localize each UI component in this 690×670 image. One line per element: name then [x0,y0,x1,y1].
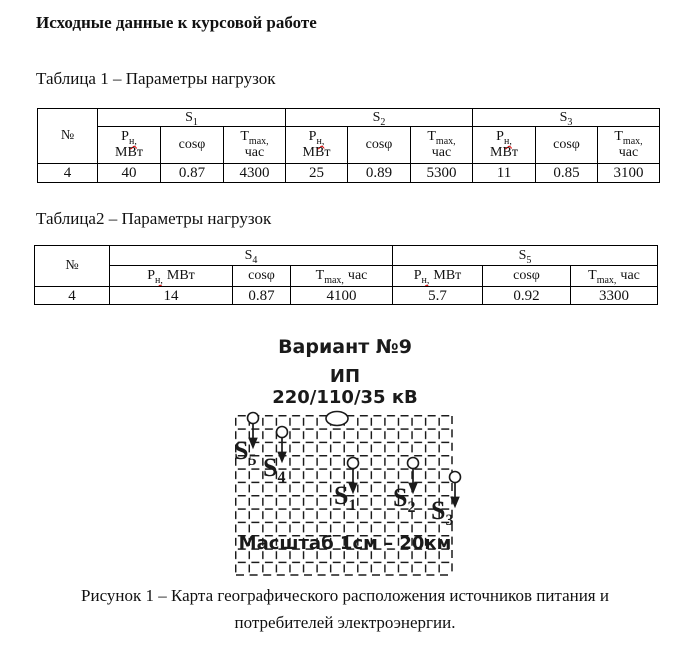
table-row [35,266,658,287]
t2-section-s5: $S_5$ [393,246,658,266]
t1-t1-header: $T_{max,}$ час [224,127,286,164]
t2-value-cell: 0.92 [483,287,571,305]
t2-t5-header: $T_{max,}$ час [571,266,658,287]
node-circle-s5 [248,413,259,424]
t2-section-s4: $S_4$ [110,246,393,266]
t2-value-cell: 0.87 [233,287,291,305]
table-row [38,109,660,127]
t1-value-cell: 4300 [224,164,286,183]
t2-t4-header: $T_{max,}$ час [291,266,393,287]
t1-cos3-header: cosφ [536,127,598,164]
t2-p5-header: $P_{н,}$ МВт [393,266,483,287]
t2-p4-header: $P_{н,}$ МВт [110,266,233,287]
t1-p2-header: $P_{н,}$ МВт [286,127,348,164]
node-circle-s3 [450,472,461,483]
t2-cos5-header: cosφ [483,266,571,287]
node-circle-s4 [277,427,288,438]
t1-value-cell: 25 [286,164,348,183]
table1-loads-parameters [37,108,660,183]
figure-variant-title: Вариант №9 [278,336,412,358]
t1-cos2-header: cosφ [348,127,411,164]
node-circle-s1 [348,458,359,469]
t1-value-cell: 5300 [411,164,473,183]
t1-value-cell: 0.85 [536,164,598,183]
t2-num-header [35,246,110,287]
source-node-circle [326,412,348,426]
t1-section-s2: $S_2$ [286,109,473,127]
voltage-levels-label: 220/110/35 кВ [272,387,418,408]
t1-variant-cell: 4 [38,164,98,183]
table-row [38,164,660,183]
t1-section-s1: $S_1$ [98,109,286,127]
load-label-s3: $S_3$ [431,496,454,530]
figure-caption-line1: Рисунок 1 – Карта географического расположения источников питания и [81,586,609,605]
table-row [38,127,660,164]
t1-cos1-header: cosφ [161,127,224,164]
t1-value-cell: 0.89 [348,164,411,183]
t1-t2-header: $T_{max,}$ час [411,127,473,164]
t2-value-cell: 3300 [571,287,658,305]
page-title: Исходные данные к курсовой работе [36,13,317,32]
table2-caption: Таблица2 – Параметры нагрузок [36,209,272,228]
figure-caption-line2: потребителей электроэнергии. [234,613,456,632]
num-symbol: № [60,128,75,143]
table1-caption: Таблица 1 – Параметры нагрузок [36,69,276,88]
t2-value-cell: 5.7 [393,287,483,305]
t1-p3-header: $P_{н,}$ МВт [473,127,536,164]
map-scale-label: Масштаб 1см – 20км [238,533,452,554]
t1-value-cell: 11 [473,164,536,183]
t2-value-cell: 14 [110,287,233,305]
load-label-s4: $S_4$ [263,453,286,487]
t1-value-cell: 3100 [598,164,660,183]
t1-p1-header: $P_{н,}$ МВт [98,127,161,164]
power-source-label: ИП [329,366,361,387]
t2-value-cell: 4100 [291,287,393,305]
t1-num-header [38,109,98,164]
t1-value-cell: 0.87 [161,164,224,183]
t1-value-cell: 40 [98,164,161,183]
num-symbol: № [65,258,79,273]
table-row [35,246,658,266]
node-circle-s2 [408,458,419,469]
t2-variant-cell: 4 [35,287,110,305]
table2-loads-parameters [34,245,658,305]
t1-section-s3: $S_3$ [473,109,660,127]
table-row [35,287,658,305]
load-label-s2: $S_2$ [393,483,416,517]
load-label-s1: $S_1$ [334,481,357,515]
t1-t3-header: $T_{max,}$ час [598,127,660,164]
t2-cos4-header: cosφ [233,266,291,287]
load-label-s5: $S_5$ [234,436,257,470]
